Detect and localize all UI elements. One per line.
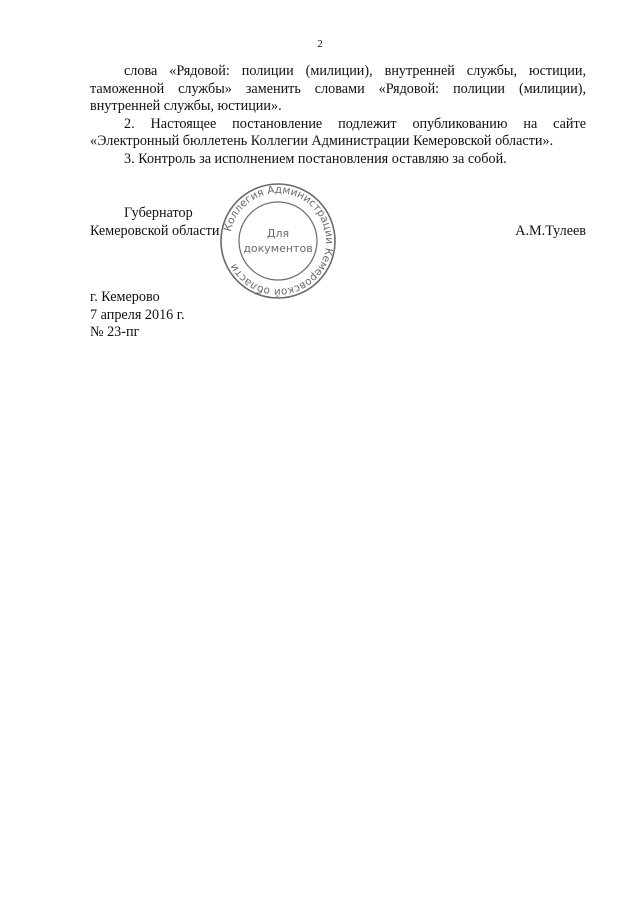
footer-date: 7 апреля 2016 г. — [90, 306, 185, 323]
paragraph-2: 2. Настоящее постановление подлежит опубликованию на сайте «Электронный бюллетень Коллегии Администрации Кемеровской области». — [90, 115, 586, 150]
paragraph-3: 3. Контроль за исполнением постановления оставляю за собой. — [124, 150, 507, 167]
stamp-center-line1: Для — [266, 227, 290, 240]
signature-title-line1: Губернатор — [124, 205, 193, 221]
document-footer — [90, 289, 185, 342]
signature-row — [90, 223, 586, 241]
signature-title-line2: Кемеровской области — [90, 222, 220, 239]
stamp-center-line2: документов — [243, 242, 313, 255]
footer-number: № 23-пг — [90, 324, 140, 341]
page-number: 2 — [317, 38, 323, 50]
signature-name: А.М.Тулеев — [515, 222, 586, 239]
stamp-inner-ring — [239, 202, 317, 280]
signature-block — [90, 205, 586, 240]
paragraph-1: слова «Рядовой: полиции (милиции), внутренней службы, юстиции, таможенной службы» заменить словами «Рядовой: полиции (милиции), внутренней службы, юстиции». — [90, 63, 586, 115]
stamp-ring-text: Коллегия Администрации Кемеровской области — [222, 183, 336, 299]
document-body — [90, 63, 586, 169]
footer-city: г. Кемерово — [90, 289, 160, 305]
official-stamp — [218, 181, 338, 301]
